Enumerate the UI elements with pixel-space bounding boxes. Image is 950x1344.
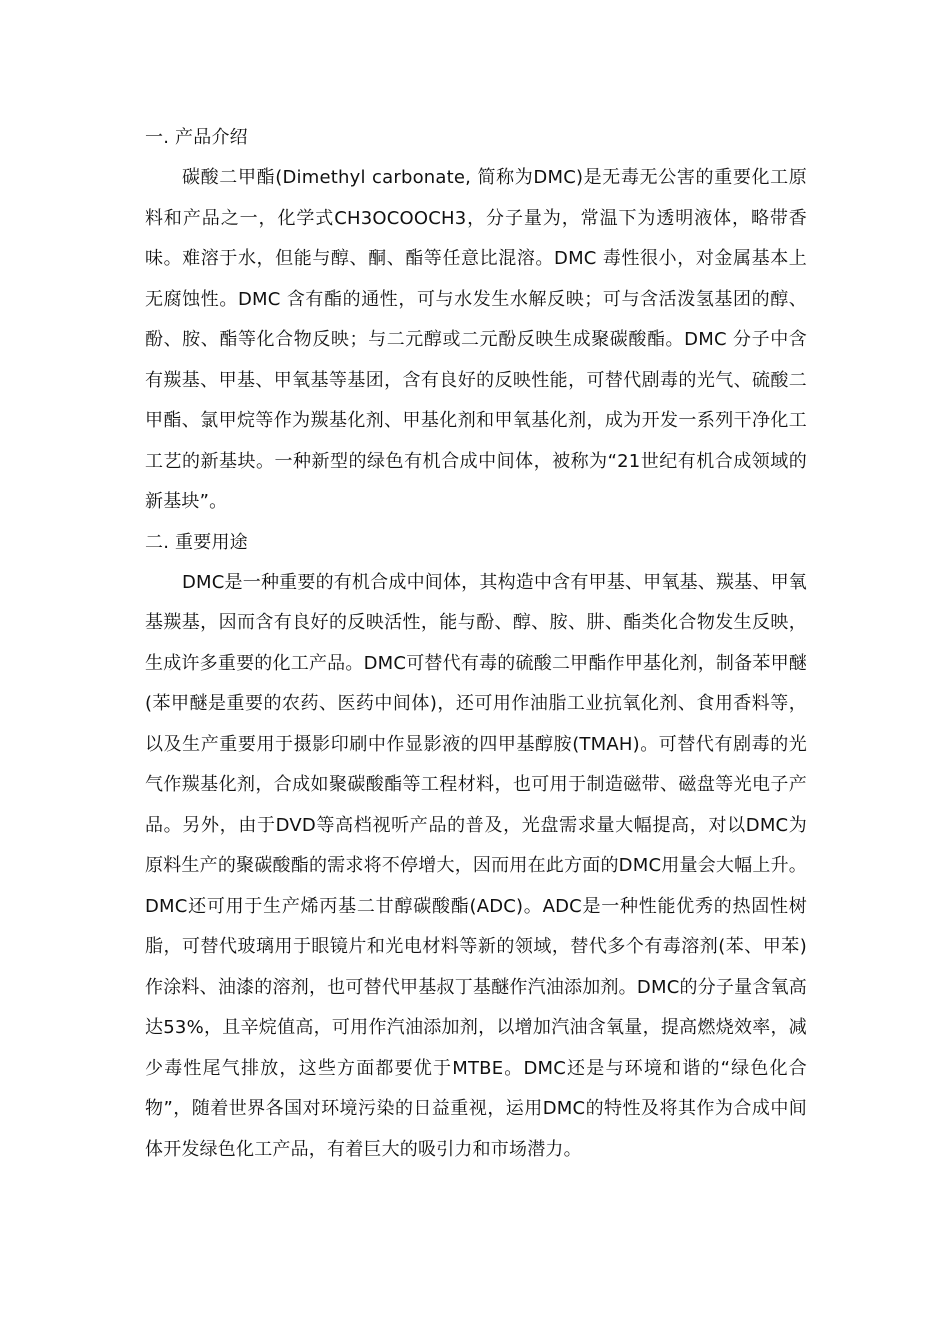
section-heading-main-uses: 二. 重要用途 [145, 531, 248, 553]
paragraph-product-intro: 碳酸二甲酯(Dimethyl carbonate, 简称为DMC)是无毒无公害的重要化工原料和产品之一，化学式CH3OCOOCH3，分子量为，常温下为透明液体，略带香味。难溶于水，但能与醇、酮、酯等任意比混溶。DMC 毒性很小，对金属基本上无腐蚀性。DMC 含有酯的通性，可与水发生水解反映；可与含活泼氢基团的醇、酚、胺、酯等化合物反映；与二元醇或二元酚反映生成聚碳酸酯。DMC 分子中含有羰基、甲基、甲氧基等基团，含有良好的反映性能，可替代剧毒的光气、硫酸二甲酯、氯甲烷等作为羰基化剂、甲基化剂和甲氧基化剂，成为开发一系列干净化工工艺的新基块。一种新型的绿色有机合成中间体，被称为“21世纪有机合成领域的新基块”。 [145, 167, 807, 512]
section-heading-product-intro: 一. 产品介绍 [145, 127, 248, 148]
paragraph-main-uses: DMC是一种重要的有机合成中间体，其构造中含有甲基、甲氧基、羰基、甲氧基羰基，因而含有良好的反映活性，能与酚、醇、胺、肼、酯类化合物发生反映，生成许多重要的化工产品。DMC可替代有毒的硫酸二甲酯作甲基化剂，制备苯甲醚(苯甲醚是重要的农药、医药中间体)，还可用作油脂工业抗氧化剂、食用香料等，以及生产重要用于摄影印刷中作显影液的四甲基醇胺(TMAH)。可替代有剧毒的光气作羰基化剂，合成如聚碳酸酯等工程材料，也可用于制造磁带、磁盘等光电子产品。另外，由于DVD等高档视听产品的普及，光盘需求量大幅提高，对以DMC为原料生产的聚碳酸酯的需求将不停增大，因而用在此方面的DMC用量会大幅上升。DMC还可用于生产烯丙基二甘醇碳酸酯(ADC)。ADC是一种性能优秀的热固性树脂，可替代玻璃用于眼镜片和光电材料等新的领域，替代多个有毒溶剂(苯、甲苯)作涂料、油漆的溶剂，也可替代甲基叔丁基醚作汽油添加剂。DMC的分子量含氧高达53%，且辛烷值高，可用作汽油添加剂，以增加汽油含氧量，提高燃烧效率，减少毒性尾气排放，这些方面都要优于MTBE。DMC还是与环境和谐的“绿色化合物”，随着世界各国对环境污染的日益重视，运用DMC的特性及将其作为合成中间体开发绿色化工产品，有着巨大的吸引力和市场潜力。 [145, 571, 807, 1160]
document-page [145, 118, 807, 1170]
